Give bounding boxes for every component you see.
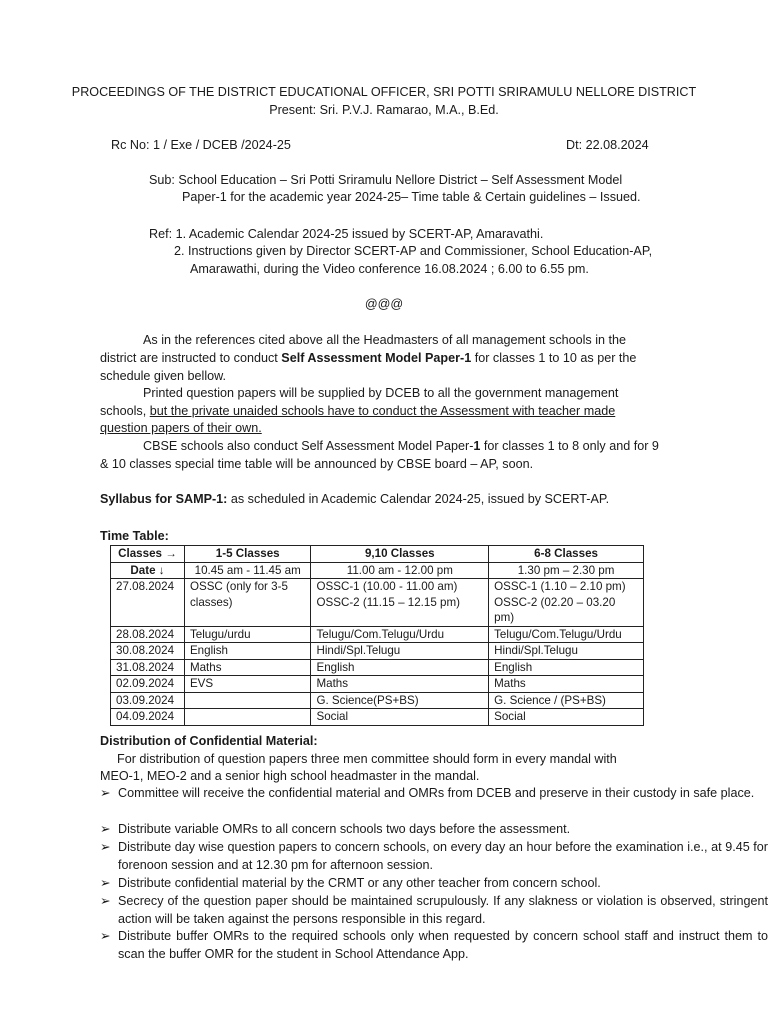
para1-line2 bbox=[100, 350, 636, 367]
row-6-8: Maths bbox=[489, 676, 644, 693]
arrow-bullet-icon: ➢ bbox=[100, 840, 111, 854]
header-classes: Classes → bbox=[111, 546, 185, 563]
arrow-bullet-icon: ➢ bbox=[100, 894, 111, 908]
table-row bbox=[111, 643, 644, 660]
row-1-5: Telugu/urdu bbox=[184, 626, 311, 643]
timetable bbox=[110, 545, 644, 726]
row-6-8-line1: OSSC-1 (1.10 – 2.10 pm) bbox=[494, 580, 626, 593]
row-1-5: English bbox=[184, 643, 311, 660]
arrow-bullet-icon: ➢ bbox=[100, 822, 111, 836]
arrow-bullet-icon: ➢ bbox=[100, 786, 111, 800]
list-item-text: Distribute confidential material by the CRMT or any other teacher from concern school. bbox=[118, 876, 601, 890]
arrow-bullet-icon: ➢ bbox=[100, 876, 111, 890]
para3-text-end: for classes 1 to 8 only and for 9 bbox=[480, 439, 659, 453]
row-1-5 bbox=[184, 692, 311, 709]
row-1-5: Maths bbox=[184, 659, 311, 676]
header-group-6-8: 6-8 Classes bbox=[489, 546, 644, 563]
row-9-10-line2: OSSC-2 (11.15 – 12.15 pm) bbox=[316, 595, 460, 609]
row-9-10-line1: OSSC-1 (10.00 - 11.00 am) bbox=[316, 580, 458, 593]
para2-underlined: but the private unaided schools have to conduct the Assessment with teacher made bbox=[149, 404, 616, 418]
separator-symbols: @@@ bbox=[364, 297, 404, 311]
table-row bbox=[111, 626, 644, 643]
document-date: Dt: 22.08.2024 bbox=[566, 138, 649, 152]
row-date: 04.09.2024 bbox=[111, 709, 185, 726]
row-date: 27.08.2024 bbox=[111, 579, 185, 627]
header-group-1-5: 1-5 Classes bbox=[184, 546, 311, 563]
table-row bbox=[111, 692, 644, 709]
syllabus-line bbox=[100, 491, 609, 508]
row-date: 02.09.2024 bbox=[111, 676, 185, 693]
header-date: Date ↓ bbox=[111, 562, 185, 579]
row-9-10: Maths bbox=[311, 676, 489, 693]
present-line: Present: Sri. P.V.J. Ramarao, M.A., B.Ed. bbox=[269, 103, 499, 117]
row-6-8: English bbox=[489, 659, 644, 676]
distribution-intro-1: For distribution of question papers three men committee should form in every mandal with bbox=[117, 752, 617, 766]
row-9-10: G. Science(PS+BS) bbox=[311, 692, 489, 709]
row-6-8 bbox=[489, 579, 644, 627]
row-9-10: English bbox=[311, 659, 489, 676]
row-1-5 bbox=[184, 709, 311, 726]
row-1-5: OSSC (only for 3-5 classes) bbox=[184, 579, 311, 627]
timetable-title-text: Time Table: bbox=[100, 529, 169, 543]
row-6-8-line2: OSSC-2 (02.20 – 03.20 pm) bbox=[494, 595, 616, 624]
timetable-timing-row bbox=[111, 562, 644, 579]
row-1-5: EVS bbox=[184, 676, 311, 693]
row-6-8: G. Science / (PS+BS) bbox=[489, 692, 644, 709]
timing-1-5: 10.45 am - 11.45 am bbox=[184, 562, 311, 579]
reference-2b: Amarawathi, during the Video conference 16.08.2024 ; 6.00 to 6.55 pm. bbox=[190, 262, 589, 276]
table-row bbox=[111, 709, 644, 726]
para1-bold: Self Assessment Model Paper-1 bbox=[281, 351, 472, 365]
timing-6-8: 1.30 pm – 2.30 pm bbox=[489, 562, 644, 579]
timetable-header-row bbox=[111, 546, 644, 563]
para2-line1: Printed question papers will be supplied by DCEB to all the government management bbox=[143, 386, 619, 400]
row-6-8: Hindi/Spl.Telugu bbox=[489, 643, 644, 660]
row-6-8: Telugu/Com.Telugu/Urdu bbox=[489, 626, 644, 643]
list-item-text: Secrecy of the question paper should be maintained scrupulously. If any slakness or violation is observed, stringent action will be taken against the persons responsible in this regard. bbox=[118, 894, 768, 926]
para2-line2 bbox=[100, 403, 615, 420]
para2-text: schools, bbox=[100, 404, 150, 418]
row-6-8: Social bbox=[489, 709, 644, 726]
para3-text: CBSE schools also conduct Self Assessment Model Paper- bbox=[143, 439, 474, 453]
para1-text: district are instructed to conduct bbox=[100, 351, 282, 365]
list-item-text: Distribute buffer OMRs to the required schools only when requested by concern school staff and instruct them to scan the buffer OMR for the student in School Attendance App. bbox=[118, 929, 768, 961]
row-date: 28.08.2024 bbox=[111, 626, 185, 643]
table-row bbox=[111, 659, 644, 676]
distribution-intro-2: MEO-1, MEO-2 and a senior high school headmaster in the mandal. bbox=[100, 769, 480, 783]
subject-line-2: Paper-1 for the academic year 2024-25– Time table & Certain guidelines – Issued. bbox=[182, 190, 641, 204]
subject-line-1: Sub: School Education – Sri Potti Sriramulu Nellore District – Self Assessment Model bbox=[149, 173, 623, 187]
list-item-text: Distribute variable OMRs to all concern schools two days before the assessment. bbox=[118, 822, 571, 836]
syllabus-label: Syllabus for SAMP-1: bbox=[100, 492, 228, 506]
para1-line3: schedule given bellow. bbox=[100, 369, 227, 383]
para1-text-end: for classes 1 to 10 as per the bbox=[471, 351, 637, 365]
distribution-heading bbox=[100, 733, 318, 750]
para1-line1: As in the references cited above all the Headmasters of all management schools in the bbox=[143, 333, 627, 347]
row-date: 30.08.2024 bbox=[111, 643, 185, 660]
header-group-9-10: 9,10 Classes bbox=[311, 546, 489, 563]
syllabus-text: as scheduled in Academic Calendar 2024-25, issued by SCERT-AP. bbox=[227, 492, 610, 506]
row-date: 31.08.2024 bbox=[111, 659, 185, 676]
rc-number: Rc No: 1 / Exe / DCEB /2024-25 bbox=[111, 138, 291, 152]
table-row bbox=[111, 579, 644, 627]
proceedings-title: PROCEEDINGS OF THE DISTRICT EDUCATIONAL OFFICER, SRI POTTI SRIRAMULU NELLORE DISTRICT bbox=[71, 85, 697, 99]
list-item-text: Distribute day wise question papers to concern schools, on every day an hour before the examination i.e., at 9.45 for forenoon session and at 12.30 pm for afternoon session. bbox=[118, 840, 768, 872]
row-9-10: Telugu/Com.Telugu/Urdu bbox=[311, 626, 489, 643]
row-date: 03.09.2024 bbox=[111, 692, 185, 709]
para2-underlined-end: question papers of their own. bbox=[100, 421, 262, 435]
para3-line1 bbox=[143, 438, 659, 455]
list-item-text: Committee will receive the confidential material and OMRs from DCEB and preserve in their custody in safe place. bbox=[118, 786, 755, 800]
table-row bbox=[111, 676, 644, 693]
arrow-bullet-icon: ➢ bbox=[100, 929, 111, 943]
row-9-10: Social bbox=[311, 709, 489, 726]
para2-line3 bbox=[100, 420, 262, 437]
para3-bold: 1 bbox=[473, 439, 481, 453]
distribution-heading-text: Distribution of Confidential Material: bbox=[100, 734, 318, 748]
reference-2a: 2. Instructions given by Director SCERT-AP and Commissioner, School Education-AP, bbox=[174, 244, 653, 258]
row-9-10: Hindi/Spl.Telugu bbox=[311, 643, 489, 660]
timetable-title bbox=[100, 528, 169, 545]
timing-9-10: 11.00 am - 12.00 pm bbox=[311, 562, 489, 579]
para3-line2: & 10 classes special time table will be announced by CBSE board – AP, soon. bbox=[100, 457, 534, 471]
reference-1: Ref: 1. Academic Calendar 2024-25 issued by SCERT-AP, Amaravathi. bbox=[149, 227, 544, 241]
row-9-10 bbox=[311, 579, 489, 627]
